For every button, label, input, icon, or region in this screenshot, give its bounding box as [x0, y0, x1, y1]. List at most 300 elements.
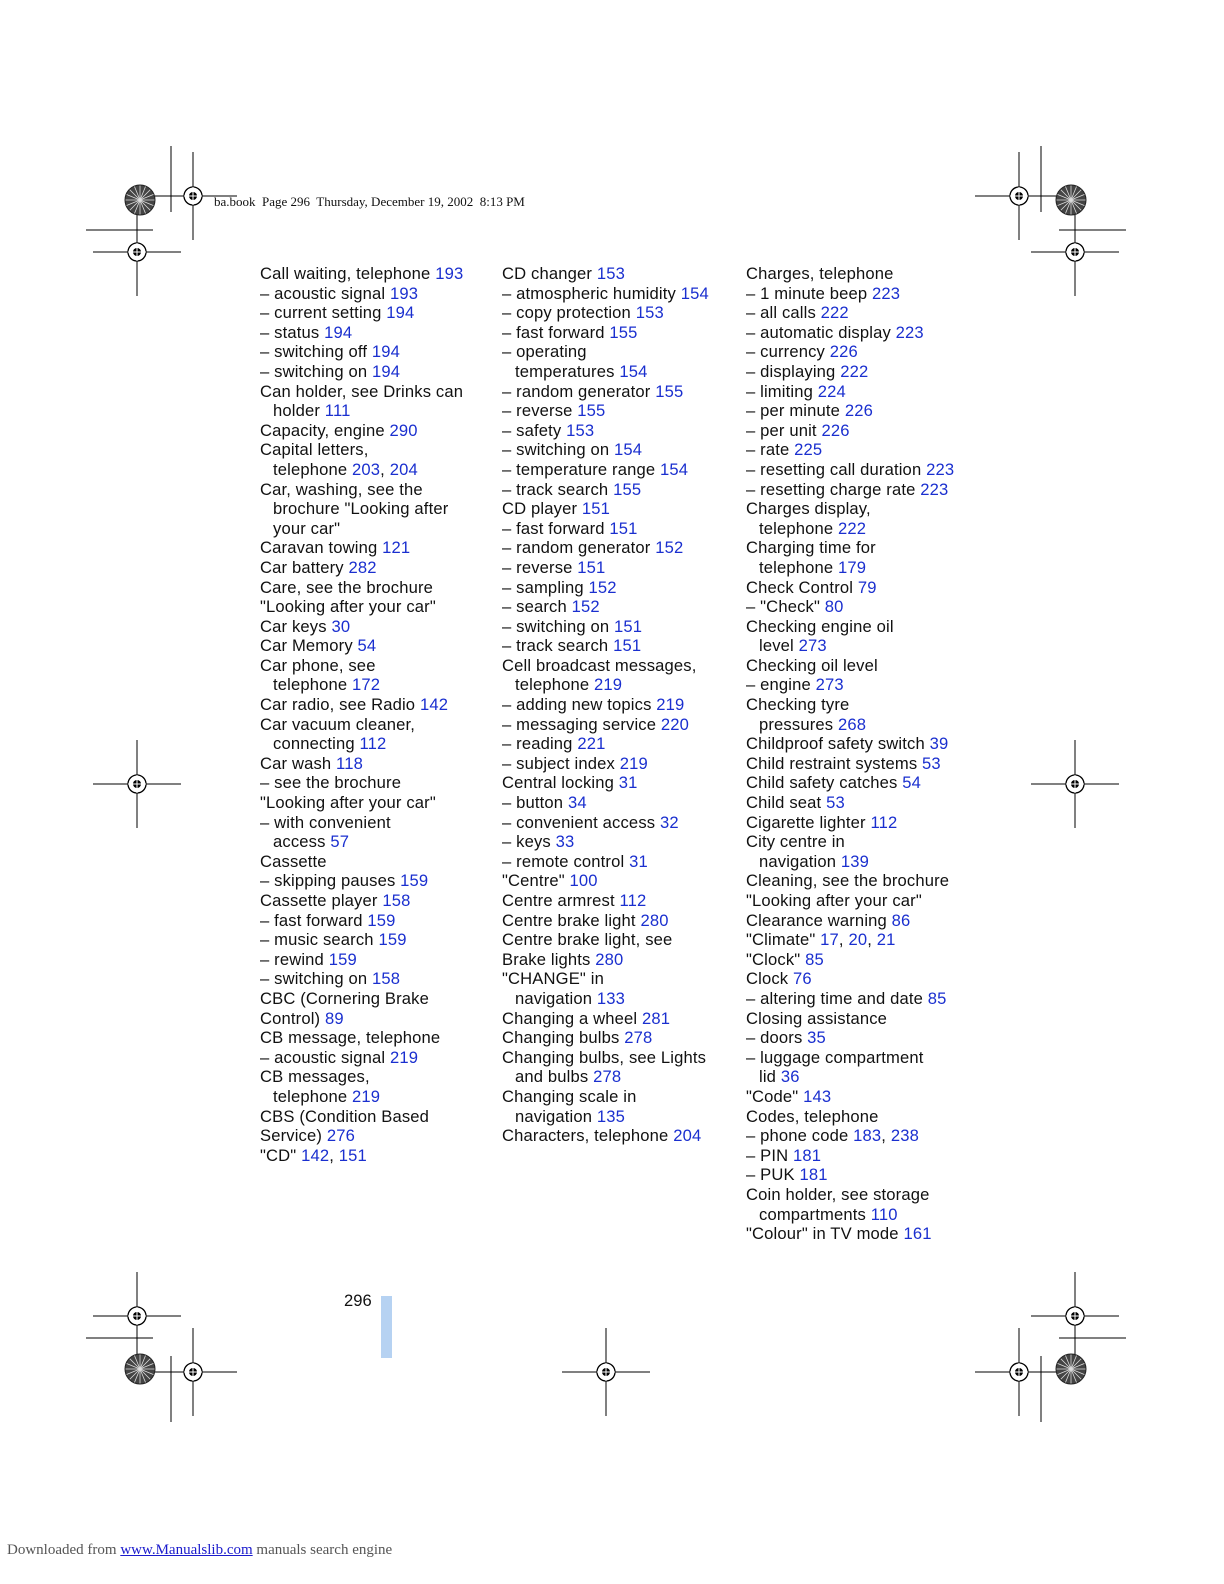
entry-text: telephone	[273, 459, 353, 479]
index-entry	[746, 1107, 976, 1127]
index-entry	[746, 871, 976, 891]
entry-text: Coin holder, see storage	[746, 1184, 930, 1204]
index-entry	[260, 1028, 490, 1048]
index-entry	[502, 342, 732, 362]
page-reference[interactable]: 223	[926, 459, 955, 479]
entry-text: Service)	[260, 1126, 327, 1146]
page-reference[interactable]: 193	[435, 264, 464, 283]
entry-text: Charging time for	[746, 538, 876, 558]
index-entry	[746, 911, 976, 931]
footer-suffix: manuals search engine	[252, 1542, 393, 1558]
page-reference[interactable]: 204	[673, 1126, 702, 1146]
entry-text: Child safety catches	[746, 773, 903, 793]
index-entry	[746, 578, 976, 598]
page-reference[interactable]: 194	[386, 303, 415, 323]
index-entry	[260, 832, 490, 852]
page-reference[interactable]: 112	[619, 891, 647, 910]
entry-text: holder	[273, 401, 325, 421]
page-reference[interactable]: 181	[799, 1165, 828, 1185]
index-entry	[746, 813, 976, 833]
index-entry	[260, 773, 490, 793]
page-reference[interactable]: 222	[838, 518, 867, 538]
page-reference[interactable]: 154	[680, 283, 709, 303]
index-entry	[746, 323, 976, 343]
page-reference[interactable]: 282	[348, 557, 377, 577]
page-reference[interactable]: 112	[359, 734, 387, 754]
entry-text: – resetting call duration	[746, 459, 927, 479]
index-entry	[260, 715, 490, 735]
page-reference[interactable]: 159	[367, 910, 396, 930]
entry-text: telephone	[515, 675, 595, 695]
index-entry	[502, 440, 732, 460]
index-entry	[260, 1126, 490, 1146]
page-reference[interactable]: 183	[853, 1126, 882, 1146]
entry-text: – switching off	[260, 342, 372, 362]
page-reference[interactable]: 153	[596, 264, 625, 283]
index-column-1	[260, 264, 490, 1165]
page-reference[interactable]: 111	[324, 401, 351, 421]
index-entry	[260, 1067, 490, 1087]
page-reference[interactable]: 35	[807, 1028, 826, 1048]
page-reference[interactable]: 155	[655, 381, 684, 401]
entry-text: – track search	[502, 636, 614, 656]
index-entry	[260, 1009, 490, 1029]
index-entry	[746, 969, 976, 989]
page-reference[interactable]: 118	[336, 753, 363, 773]
entry-text: ,	[881, 1126, 891, 1146]
page-reference[interactable]: 30	[331, 616, 351, 636]
page-reference[interactable]: 142	[301, 1145, 330, 1165]
footer-prefix: Downloaded from	[7, 1542, 121, 1558]
entry-text: – operating	[502, 342, 587, 362]
entry-text: telephone	[273, 675, 353, 695]
entry-text: Cassette	[260, 851, 327, 871]
index-entry	[502, 303, 732, 323]
entry-text: Caravan towing	[260, 538, 383, 558]
index-entry	[502, 871, 732, 891]
index-entry	[502, 695, 732, 715]
page-reference[interactable]: 226	[821, 420, 850, 440]
index-entry	[260, 813, 490, 833]
page-reference[interactable]: 89	[324, 1008, 344, 1028]
page-reference[interactable]: 280	[595, 949, 624, 969]
entry-text: "Clock"	[746, 949, 806, 969]
page-reference[interactable]: 223	[872, 283, 901, 303]
entry-text: – random generator	[502, 538, 656, 558]
page-reference[interactable]: 203	[352, 459, 381, 479]
page-reference[interactable]: 219	[656, 695, 685, 715]
page-reference[interactable]: 154	[619, 361, 648, 381]
index-entry	[746, 1185, 976, 1205]
index-entry	[502, 656, 732, 676]
page-reference[interactable]: 273	[798, 636, 827, 656]
page-reference[interactable]: 159	[328, 949, 357, 969]
entry-text: – reverse	[502, 401, 578, 421]
page-reference[interactable]: 139	[840, 851, 870, 871]
index-entry	[746, 617, 976, 637]
index-entry	[746, 930, 976, 950]
index-entry	[746, 734, 976, 754]
index-entry	[746, 675, 976, 695]
entry-text: telephone	[759, 518, 839, 538]
index-entry	[502, 1028, 732, 1048]
page-reference[interactable]: 226	[844, 401, 873, 421]
page-reference[interactable]: 57	[330, 832, 350, 852]
index-entry	[260, 695, 490, 715]
page-reference[interactable]: 153	[566, 420, 595, 440]
entry-text: – current setting	[260, 303, 387, 323]
entry-text: Central locking	[502, 773, 619, 793]
index-entry	[746, 342, 976, 362]
page-reference[interactable]: 79	[857, 577, 877, 597]
page-reference[interactable]: 219	[619, 753, 648, 773]
page-reference[interactable]: 158	[382, 891, 411, 910]
index-column-2	[502, 264, 732, 1146]
page-reference[interactable]: 39	[929, 734, 949, 754]
index-entry	[502, 754, 732, 774]
page-reference[interactable]: 281	[642, 1008, 671, 1028]
index-entry	[260, 930, 490, 950]
entry-text: Cleaning, see the brochure	[746, 871, 950, 891]
entry-text: – status	[260, 322, 325, 342]
entry-text: CD changer	[502, 264, 597, 283]
index-entry	[746, 1087, 976, 1107]
page-reference[interactable]: 34	[567, 793, 587, 813]
entry-text: – random generator	[502, 381, 656, 401]
index-entry	[260, 401, 490, 421]
index-entry	[746, 1028, 976, 1048]
page-reference[interactable]: 172	[352, 675, 381, 695]
entry-text: Changing scale in	[502, 1086, 637, 1106]
index-entry	[746, 303, 976, 323]
page-reference[interactable]: 226	[829, 342, 858, 362]
entry-text: – convenient access	[502, 812, 660, 832]
page-reference[interactable]: 121	[382, 538, 411, 558]
index-entry	[260, 636, 490, 656]
index-entry	[502, 382, 732, 402]
index-entry	[502, 578, 732, 598]
entry-text: – acoustic signal	[260, 1047, 390, 1067]
page-reference[interactable]: 76	[793, 969, 812, 989]
page-tab-marker	[381, 1296, 392, 1358]
page-reference[interactable]: 151	[613, 636, 642, 656]
page-reference[interactable]: 53	[826, 793, 845, 813]
entry-text: "Code"	[746, 1086, 804, 1106]
index-entry	[746, 382, 976, 402]
page-reference[interactable]: 155	[577, 401, 606, 421]
entry-text: Child restraint systems	[746, 753, 923, 773]
index-entry	[260, 499, 490, 519]
page-reference[interactable]: 110	[870, 1204, 898, 1224]
index-entry	[746, 499, 976, 519]
page-reference[interactable]: 219	[594, 675, 623, 695]
entry-text: Centre brake light, see	[502, 930, 673, 950]
index-entry	[502, 989, 732, 1009]
page-reference[interactable]: 276	[326, 1126, 355, 1146]
index-entry	[502, 832, 732, 852]
entry-text: "CHANGE" in	[502, 969, 604, 989]
entry-text: Capital letters,	[260, 440, 369, 460]
page-reference[interactable]: 36	[780, 1067, 800, 1087]
index-entry	[260, 597, 490, 617]
manualslib-link[interactable]: www.Manualslib.com	[120, 1542, 253, 1558]
entry-text: – PIN	[746, 1145, 794, 1165]
entry-text: – doors	[746, 1028, 808, 1048]
index-entry	[746, 519, 976, 539]
page-reference[interactable]: 161	[903, 1224, 932, 1244]
entry-text: – fast forward	[502, 322, 610, 342]
entry-text: "Looking after your car"	[260, 597, 436, 617]
page-reference[interactable]: 112	[870, 812, 898, 832]
entry-text: – subject index	[502, 753, 620, 773]
entry-text: Centre armrest	[502, 891, 620, 910]
index-entry	[746, 440, 976, 460]
page-reference[interactable]: 85	[927, 988, 947, 1008]
entry-text: Check Control	[746, 577, 858, 597]
page-reference[interactable]: 159	[400, 871, 429, 891]
page-reference[interactable]: 194	[324, 322, 353, 342]
index-entry	[746, 401, 976, 421]
index-entry	[502, 617, 732, 637]
index-entry	[746, 264, 976, 284]
entry-text: access	[273, 832, 331, 852]
index-entry	[746, 1224, 976, 1244]
page-reference[interactable]: 154	[659, 459, 689, 479]
entry-text: Charges display,	[746, 499, 871, 519]
index-entry	[746, 1205, 976, 1225]
entry-text: Clock	[746, 969, 794, 989]
index-entry	[502, 852, 732, 872]
index-entry	[746, 1009, 976, 1029]
page-reference[interactable]: 223	[895, 322, 924, 342]
index-entry	[260, 617, 490, 637]
entry-text: – PUK	[746, 1165, 800, 1185]
entry-text: Clearance warning	[746, 910, 892, 930]
index-entry	[260, 734, 490, 754]
index-entry	[502, 715, 732, 735]
page-reference[interactable]: 219	[390, 1047, 419, 1067]
entry-text: – "Check"	[746, 597, 825, 617]
index-entry	[260, 460, 490, 480]
page-reference[interactable]: 268	[837, 714, 867, 734]
index-entry	[502, 813, 732, 833]
page-reference[interactable]: 222	[820, 303, 849, 323]
page-reference[interactable]: 223	[920, 479, 949, 499]
index-column-3	[746, 264, 976, 1244]
entry-text: – with convenient	[260, 812, 391, 832]
page-reference[interactable]: 54	[357, 636, 377, 656]
index-entry	[260, 911, 490, 931]
page-reference[interactable]: 278	[624, 1028, 653, 1048]
page-reference[interactable]: 33	[555, 832, 575, 852]
index-entry	[502, 480, 732, 500]
page-reference[interactable]: 155	[609, 322, 638, 342]
page-reference[interactable]: 142	[419, 695, 449, 715]
page-reference[interactable]: 273	[815, 675, 844, 695]
entry-text: – engine	[746, 675, 816, 695]
index-entry	[746, 421, 976, 441]
entry-text: ,	[867, 930, 877, 950]
index-entry	[502, 460, 732, 480]
entry-text: – resetting charge rate	[746, 479, 921, 499]
index-entry	[746, 754, 976, 774]
page-reference[interactable]: 152	[655, 538, 684, 558]
page-reference[interactable]: 193	[390, 283, 419, 303]
print-header: ba.book Page 296 Thursday, December 19, 2002 8:13 PM	[214, 194, 525, 209]
page-reference[interactable]: 278	[593, 1067, 622, 1087]
page-reference[interactable]: 100	[569, 871, 598, 891]
index-entry	[260, 538, 490, 558]
entry-text: Car, washing, see the	[260, 479, 423, 499]
page-reference[interactable]: 194	[371, 342, 400, 362]
index-entry	[260, 264, 490, 284]
page-reference[interactable]: 158	[372, 969, 401, 989]
entry-text: – automatic display	[746, 322, 896, 342]
index-entry	[260, 969, 490, 989]
entry-text: telephone	[759, 557, 839, 577]
entry-text: – fast forward	[502, 518, 610, 538]
index-entry	[502, 1067, 732, 1087]
page-reference[interactable]: 21	[876, 930, 896, 950]
entry-text: – rate	[746, 440, 795, 460]
index-entry	[502, 597, 732, 617]
entry-text: Changing bulbs, see Lights	[502, 1047, 707, 1067]
entry-text: – search	[502, 597, 572, 617]
page-reference[interactable]: 151	[609, 518, 638, 538]
index-entry	[746, 1048, 976, 1068]
entry-text: compartments	[759, 1204, 871, 1224]
index-entry	[746, 773, 976, 793]
page-reference[interactable]: 280	[640, 910, 669, 930]
index-entry	[746, 1126, 976, 1146]
index-entry	[260, 362, 490, 382]
page-reference[interactable]: 153	[635, 303, 664, 323]
entry-text: – rewind	[260, 949, 329, 969]
page-reference[interactable]: 224	[817, 381, 846, 401]
entry-text: Centre brake light	[502, 910, 641, 930]
entry-text: Car vacuum cleaner,	[260, 714, 416, 734]
entry-text: Capacity, engine	[260, 420, 390, 440]
page-reference[interactable]: 86	[891, 910, 911, 930]
page-reference[interactable]: 154	[614, 440, 643, 460]
entry-text: – phone code	[746, 1126, 854, 1146]
entry-text: – button	[502, 793, 568, 813]
page-reference[interactable]: 220	[660, 714, 690, 734]
index-entry	[502, 1087, 732, 1107]
page-reference[interactable]: 151	[614, 616, 643, 636]
page-reference[interactable]: 204	[389, 459, 418, 479]
page-reference[interactable]: 179	[838, 557, 867, 577]
entry-text: – per minute	[746, 401, 845, 421]
entry-text: navigation	[515, 1106, 597, 1126]
index-entry	[746, 636, 976, 656]
page-reference[interactable]: 151	[577, 557, 606, 577]
page-reference[interactable]: 17	[820, 930, 839, 950]
index-entry	[746, 480, 976, 500]
index-entry	[746, 695, 976, 715]
entry-text: "Climate"	[746, 930, 821, 950]
entry-text: Cigarette lighter	[746, 812, 871, 832]
page-reference[interactable]: 238	[890, 1126, 919, 1146]
page-reference[interactable]: 133	[596, 988, 626, 1008]
page-reference[interactable]: 219	[352, 1086, 381, 1106]
entry-text: ,	[838, 930, 849, 950]
page-reference[interactable]: 31	[618, 773, 638, 793]
page-reference[interactable]: 20	[848, 930, 868, 950]
entry-text: Brake lights	[502, 949, 596, 969]
page-reference[interactable]: 290	[389, 420, 418, 440]
index-entry	[746, 1067, 976, 1087]
page-reference[interactable]: 31	[629, 851, 648, 871]
page-reference[interactable]: 53	[922, 753, 941, 773]
index-entry	[502, 969, 732, 989]
entry-text: – acoustic signal	[260, 283, 390, 303]
index-entry	[260, 440, 490, 460]
entry-text: – copy protection	[502, 303, 636, 323]
entry-text: Control)	[260, 1008, 325, 1028]
page-reference[interactable]: 135	[596, 1106, 626, 1126]
index-entry	[746, 793, 976, 813]
entry-text: – 1 minute beep	[746, 283, 873, 303]
entry-text: Characters, telephone	[502, 1126, 674, 1146]
entry-text: Care, see the brochure	[260, 577, 434, 597]
index-entry	[746, 1165, 976, 1185]
index-entry	[502, 1048, 732, 1068]
page-reference[interactable]: 32	[659, 812, 679, 832]
page-reference[interactable]: 151	[338, 1145, 367, 1165]
index-entry	[502, 675, 732, 695]
page-reference[interactable]: 54	[902, 773, 922, 793]
entry-text: level	[759, 636, 799, 656]
index-entry	[502, 793, 732, 813]
page-reference[interactable]: 80	[824, 597, 844, 617]
entry-text: Child seat	[746, 793, 827, 813]
entry-text: – skipping pauses	[260, 871, 401, 891]
entry-text: CD player	[502, 499, 582, 519]
entry-text: telephone	[273, 1086, 353, 1106]
page-reference[interactable]: 155	[613, 479, 642, 499]
entry-text: Checking tyre	[746, 695, 850, 715]
entry-text: and bulbs	[515, 1067, 594, 1087]
page-reference[interactable]: 152	[588, 577, 617, 597]
entry-text: – switching on	[502, 616, 615, 636]
page-reference[interactable]: 159	[378, 930, 407, 950]
page-reference[interactable]: 194	[372, 361, 401, 381]
index-entry	[746, 362, 976, 382]
index-entry	[746, 852, 976, 872]
page-reference[interactable]: 151	[581, 499, 611, 519]
index-entry	[502, 362, 732, 382]
entry-text: "Centre"	[502, 871, 570, 891]
page-reference[interactable]: 85	[805, 949, 824, 969]
entry-text: – reverse	[502, 557, 578, 577]
index-entry	[260, 1107, 490, 1127]
entry-text: Car keys	[260, 616, 332, 636]
entry-text: Changing a wheel	[502, 1008, 643, 1028]
page-reference[interactable]: 143	[803, 1086, 832, 1106]
index-entry	[502, 930, 732, 950]
page-reference[interactable]: 225	[794, 440, 823, 460]
index-entry	[502, 773, 732, 793]
page-reference[interactable]: 152	[571, 597, 600, 617]
entry-text: Can holder, see Drinks can	[260, 381, 464, 401]
page-reference[interactable]: 222	[840, 361, 869, 381]
index-entry	[746, 538, 976, 558]
entry-text: CB message, telephone	[260, 1028, 441, 1048]
page-reference[interactable]: 221	[577, 734, 606, 754]
entry-text: Closing assistance	[746, 1008, 888, 1028]
page-reference[interactable]: 181	[793, 1145, 822, 1165]
